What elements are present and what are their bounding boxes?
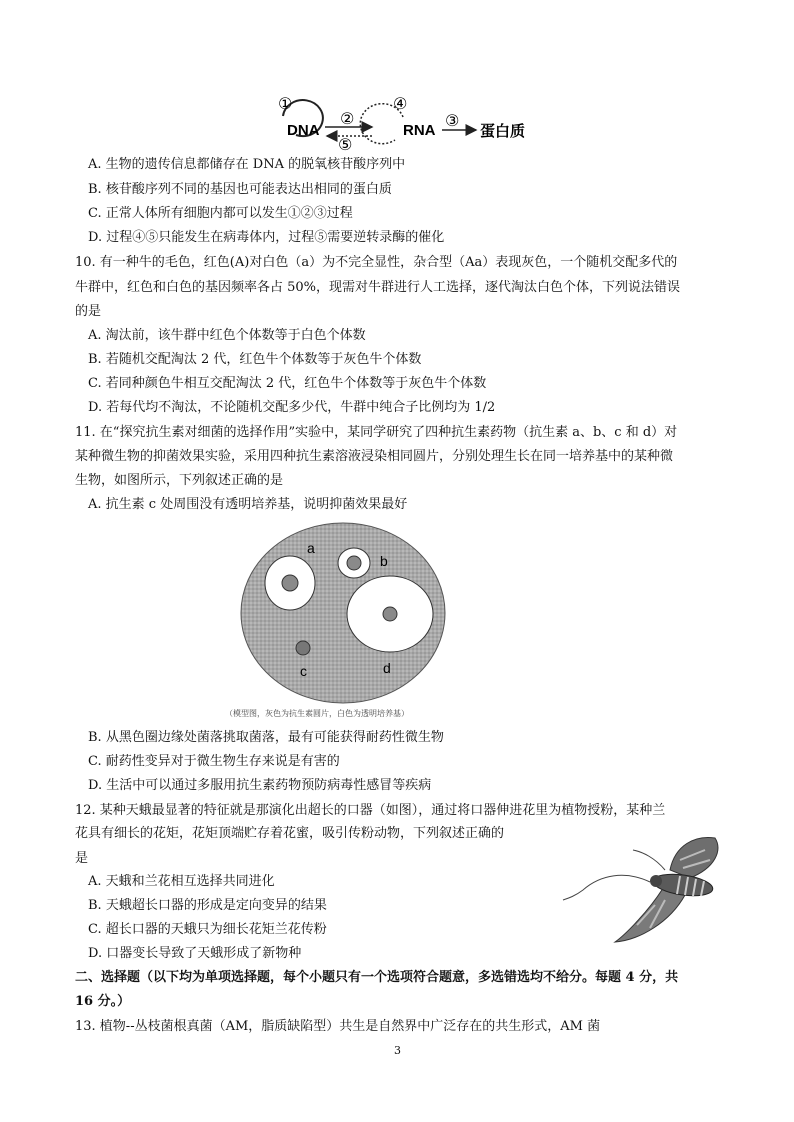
q11-option-b: B. 从黑色圈边缘处菌落挑取菌落，最有可能获得耐药性微生物	[88, 730, 444, 745]
q11-option-c: C. 耐药性变异对于微生物生存来说是有害的	[88, 754, 340, 769]
q10-option-a: A. 淘汰前，该牛群中红色个体数等于白色个体数	[88, 328, 366, 343]
antenna	[633, 850, 665, 870]
label-b: b	[380, 553, 388, 569]
q11-stem-line-3: 生物，如图所示，下列叙述正确的是	[75, 473, 284, 488]
label-c: c	[300, 663, 307, 679]
q12-option-b: B. 天蛾超长口器的形成是定向变异的结果	[88, 898, 327, 913]
q10-option-b: B. 若随机交配淘汰 2 代，红色牛个体数等于灰色牛个体数	[88, 352, 422, 367]
central-dogma-diagram	[0, 0, 794, 160]
circle-1: ①	[278, 94, 293, 113]
proboscis	[563, 875, 650, 900]
dna-label: DNA	[287, 122, 320, 139]
disc-d	[383, 607, 397, 621]
disc-c	[296, 641, 310, 655]
q11-stem-line-1: 11. 在“探究抗生素对细菌的选择作用”实验中，某同学研究了四种抗生素药物（抗生素 a、b、c 和 d）对	[75, 425, 678, 440]
page-number: 3	[394, 1044, 401, 1057]
hawk-moth-image	[555, 830, 735, 950]
q10-stem-line-3: 的是	[75, 304, 102, 319]
circle-4: ④	[393, 94, 408, 113]
petri-dish-figure	[240, 520, 460, 705]
circle-5: ⑤	[338, 135, 353, 154]
q12-stem-line-1: 12. 某种天蛾最显著的特征就是那演化出超长的口器（如图），通过将口器伸进花里为植物授粉，某种兰	[75, 803, 666, 818]
q11-option-a: A. 抗生素 c 处周围没有透明培养基，说明抑菌效果最好	[88, 497, 408, 512]
moth-head	[650, 875, 662, 887]
circle-2: ②	[340, 109, 355, 128]
q12-stem-line-2: 花具有细长的花矩，花矩顶端贮存着花蜜，吸引传粉动物，下列叙述正确的	[75, 826, 505, 841]
q9-option-a: A. 生物的遗传信息都储存在 DNA 的脱氧核苷酸序列中	[88, 157, 406, 172]
upper-wing	[670, 837, 718, 878]
label-a: a	[307, 540, 315, 556]
q10-stem-line-1: 10. 有一种牛的毛色，红色(A)对白色（a）为不完全显性，杂合型（Aa）表现灰色，一个随机交配多代的	[75, 255, 678, 270]
q10-option-c: C. 若同种颜色牛相互交配淘汰 2 代，红色牛个体数等于灰色牛个体数	[88, 376, 487, 391]
q12-option-c: C. 超长口器的天蛾只为细长花矩兰花传粉	[88, 922, 327, 937]
q11-stem-line-2: 某种微生物的抑菌效果实验，采用四种抗生素溶液浸染相同圆片，分别处理生长在同一培养基中的某种微	[75, 449, 674, 464]
q13-stem-line-1: 13. 植物--丛枝菌根真菌（AM，脂质缺陷型）共生是自然界中广泛存在的共生形式，AM 菌	[75, 1019, 601, 1034]
section-2-heading-line-1: 二、选择题（以下均为单项选择题，每个小题只有一个选项符合题意，多选错选均不给分。每题 4 分，共	[75, 970, 679, 985]
protein-label: 蛋白质	[480, 122, 526, 140]
label-d: d	[383, 660, 391, 676]
rna-label: RNA	[403, 122, 436, 139]
figure-caption: （模型图，灰色为抗生素圆片，白色为透明培养基）	[225, 709, 409, 718]
disc-a	[282, 575, 298, 591]
q12-option-d: D. 口器变长导致了天蛾形成了新物种	[88, 946, 302, 961]
q10-option-d: D. 若每代均不淘汰，不论随机交配多少代，牛群中纯合子比例均为 1/2	[88, 400, 496, 415]
q12-stem-line-3: 是	[75, 851, 89, 866]
q10-stem-line-2: 牛群中，红色和白色的基因频率各占 50%，现需对牛群进行人工选择，逐代淘汰白色个体，下列说法错误	[75, 280, 681, 295]
section-2-heading-line-2: 16 分。）	[75, 994, 131, 1009]
circle-3: ③	[445, 111, 460, 130]
disc-b	[347, 556, 361, 570]
q9-option-b: B. 核苷酸序列不同的基因也可能表达出相同的蛋白质	[88, 182, 392, 197]
q9-option-d: D. 过程④⑤只能发生在病毒体内，过程⑤需要逆转录酶的催化	[88, 230, 445, 245]
q9-option-c: C. 正常人体所有细胞内都可以发生①②③过程	[88, 206, 353, 221]
q11-option-d: D. 生活中可以通过多服用抗生素药物预防病毒性感冒等疾病	[88, 778, 432, 793]
q12-option-a: A. 天蛾和兰花相互选择共同进化	[88, 874, 275, 889]
